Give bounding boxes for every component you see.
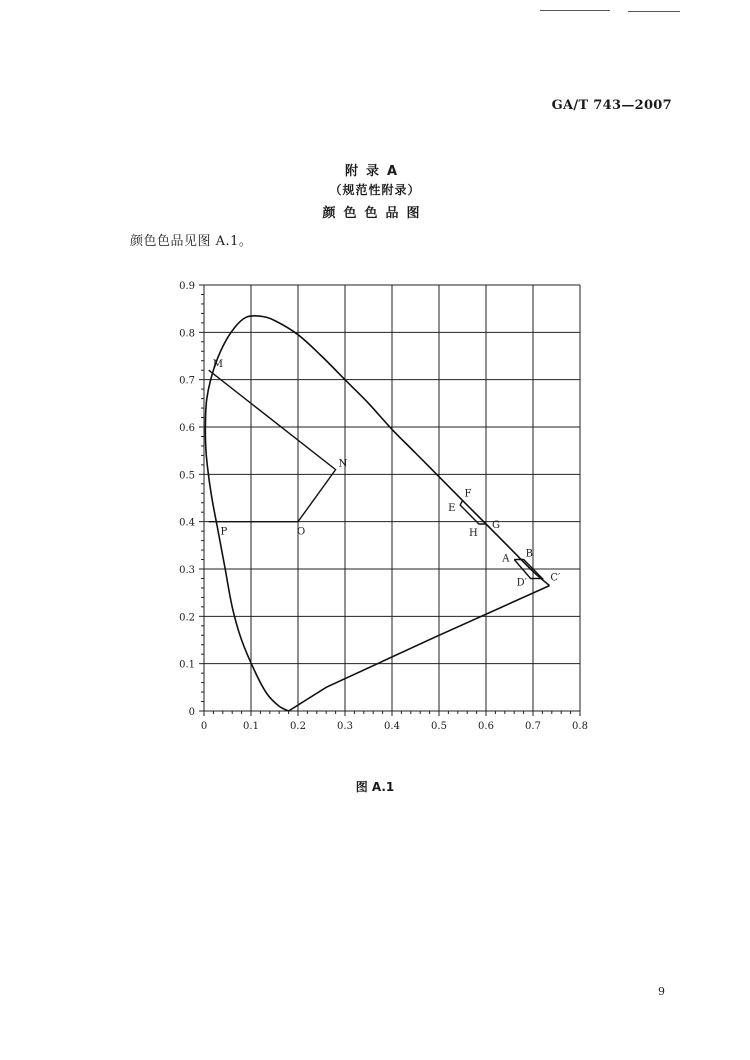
x-tick-label: 0.8 bbox=[572, 721, 588, 732]
x-tick-label: 0.7 bbox=[525, 721, 541, 732]
point-label: N bbox=[338, 458, 348, 470]
point-label: H bbox=[468, 528, 478, 540]
y-tick-label: 0.2 bbox=[179, 612, 195, 624]
x-tick-label: 0.6 bbox=[478, 721, 494, 732]
y-tick-label: 0.9 bbox=[179, 281, 195, 292]
x-tick-label: 0 bbox=[200, 721, 208, 732]
y-tick-label: 0.7 bbox=[179, 375, 195, 387]
point-label: G bbox=[492, 520, 500, 532]
annex-name: 颜色色品图 bbox=[322, 206, 428, 221]
annex-type: （规范性附录） bbox=[329, 183, 421, 197]
point-label: M bbox=[212, 359, 223, 371]
annex-title: 附录A bbox=[344, 164, 406, 179]
y-tick-label: 0.3 bbox=[179, 565, 195, 576]
page-number: 9 bbox=[658, 985, 665, 998]
point-label: D′ bbox=[516, 577, 527, 589]
point-label: E bbox=[448, 503, 456, 515]
intro-text: 颜色色品见图 A.1。 bbox=[130, 234, 253, 249]
x-tick-label: 0.1 bbox=[243, 721, 259, 732]
figure-caption: 图 A.1 bbox=[355, 780, 395, 794]
point-label: P bbox=[220, 526, 228, 538]
point-label: O bbox=[297, 526, 306, 538]
y-tick-label: 0.6 bbox=[179, 423, 195, 434]
y-tick-label: 0.8 bbox=[179, 328, 195, 340]
x-tick-label: 0.2 bbox=[290, 721, 306, 732]
y-tick-label: 0.4 bbox=[179, 517, 195, 529]
point-label: F bbox=[464, 488, 472, 500]
y-tick-label: 0.5 bbox=[179, 470, 195, 482]
y-tick-label: 0 bbox=[188, 707, 195, 718]
y-tick-label: 0.1 bbox=[179, 659, 195, 671]
point-label: C′ bbox=[550, 572, 561, 584]
x-tick-label: 0.4 bbox=[384, 721, 400, 732]
x-tick-label: 0.3 bbox=[337, 721, 353, 732]
x-tick-label: 0.5 bbox=[431, 721, 447, 732]
purple-boundary-line bbox=[289, 586, 550, 711]
white-region bbox=[209, 370, 336, 522]
point-label: B bbox=[525, 548, 533, 560]
spectral-locus-curve bbox=[205, 316, 549, 711]
document-number: GA/T 743—2007 bbox=[551, 98, 672, 113]
point-label: A bbox=[502, 553, 510, 565]
